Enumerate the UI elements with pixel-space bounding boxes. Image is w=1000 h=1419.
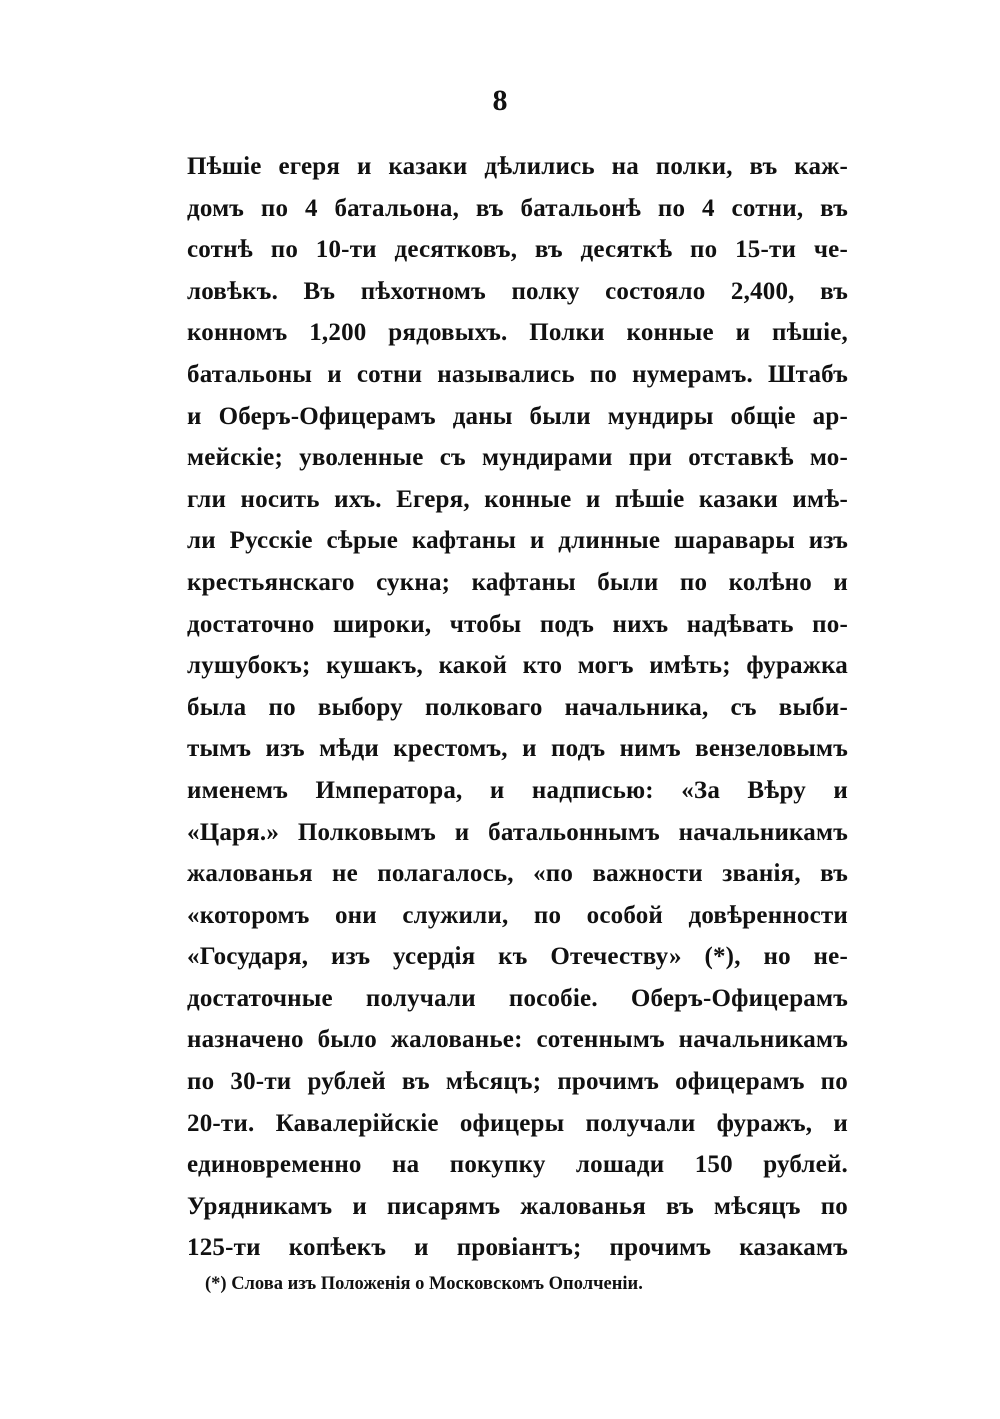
text-line: ловѣкъ. Въ пѣхотномъ полку состояло 2,400, въ <box>187 277 848 305</box>
text-line: батальоны и сотни назывались по нумерамъ. Штабъ <box>187 360 848 388</box>
text-line: назначено было жалованье: сотеннымъ начальникамъ <box>187 1026 848 1054</box>
text-line: мейскіе; уволенные съ мундирами при отставкѣ мо- <box>187 444 848 472</box>
text-line: конномъ 1,200 рядовыхъ. Полки конные и пѣшіе, <box>187 319 848 347</box>
footnote: (*) Слова изъ Положенія о Московскомъ Ополченіи. <box>205 1274 643 1294</box>
text-line: достаточно широки, чтобы подъ нихъ надѣвать по- <box>187 610 848 638</box>
text-line: лушубокъ; кушакъ, какой кто могъ имѣть; фуражка <box>187 652 848 680</box>
text-line: «Государя, изъ усердія къ Отечеству» (*), но не- <box>187 943 848 971</box>
text-line: ли Русскіе сѣрые кафтаны и длинные шаравары изъ <box>187 527 848 555</box>
text-line: гли носить ихъ. Егеря, конные и пѣшіе казаки имѣ- <box>187 485 848 513</box>
text-line: 20-ти. Кавалерійскіе офицеры получали фуражъ, и <box>187 1109 848 1137</box>
text-line: Пѣшіе егеря и казаки дѣлились на полки, въ каж- <box>187 153 848 180</box>
text-line: крестьянскаго сукна; кафтаны были по колѣно и <box>187 568 848 596</box>
text-line: Урядникамъ и писарямъ жалованья въ мѣсяцъ по <box>187 1192 848 1220</box>
text-line: «Царя.» Полковымъ и батальоннымъ начальникамъ <box>187 818 848 846</box>
text-line: достаточные получали пособіе. Оберъ-Офицерамъ <box>187 984 848 1012</box>
text-line: 125-ти копѣекъ и провіантъ; прочимъ казакамъ <box>187 1234 848 1262</box>
text-line: тымъ изъ мѣди крестомъ, и подъ нимъ вензеловымъ <box>187 735 848 763</box>
text-line: была по выбору полковаго начальника, съ выби- <box>187 693 848 721</box>
text-line: и Оберъ-Офицерамъ даны были мундиры общіе ар- <box>187 402 848 430</box>
text-line: единовременно на покупку лошади 150 рублей. <box>187 1151 848 1179</box>
body-text <box>187 146 848 1269</box>
text-line: домъ по 4 батальона, въ батальонѣ по 4 сотни, въ <box>187 194 848 222</box>
text-line: «которомъ они служили, по особой довѣренности <box>187 901 848 929</box>
text-line: сотнѣ по 10-ти десятковъ, въ десяткѣ по 15-ти че- <box>187 236 848 264</box>
text-line: по 30-ти рублей въ мѣсяцъ; прочимъ офицерамъ по <box>187 1068 848 1096</box>
text-line: именемъ Императора, и надписью: «За Вѣру и <box>187 776 848 804</box>
page-number: 8 <box>492 84 508 117</box>
text-line: жалованья не полагалось, «по важности званія, въ <box>187 860 848 888</box>
